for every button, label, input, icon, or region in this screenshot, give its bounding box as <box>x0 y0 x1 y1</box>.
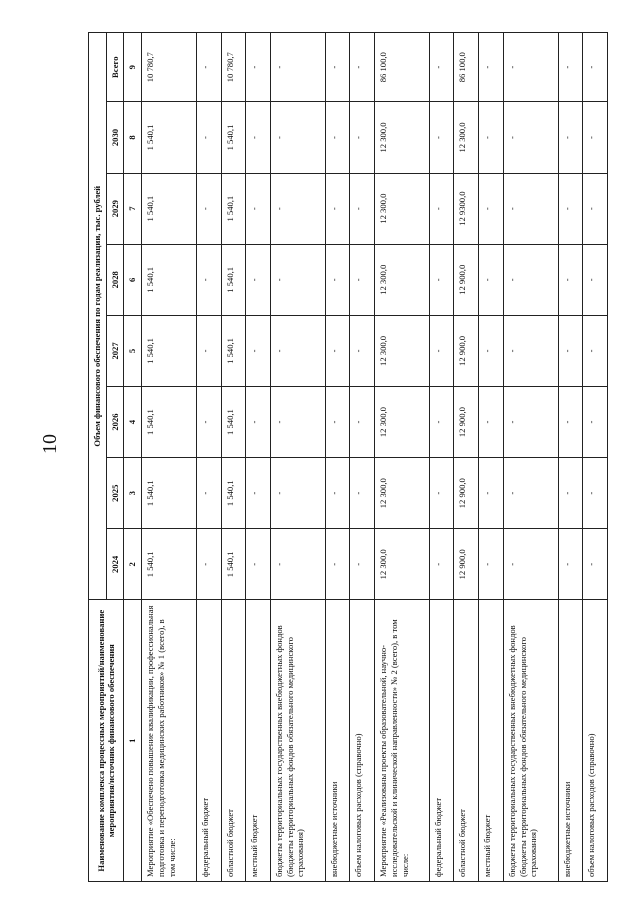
row-value-cell: - <box>429 173 454 244</box>
row-label: Мероприятие «Реализованы проекты образовательной, научно-исследовательской и клинической направленности» № 2 (всего), в том числе: <box>375 600 430 882</box>
row-value-cell: - <box>583 387 608 458</box>
row-value-cell: - <box>246 387 271 458</box>
row-value-cell: - <box>246 529 271 600</box>
row-value-cell: - <box>503 102 558 173</box>
row-value-cell: 10 780,7 <box>142 33 197 102</box>
row-value-cell: 1 540,1 <box>142 244 197 315</box>
table-row <box>454 33 479 882</box>
row-value-cell: - <box>325 102 350 173</box>
row-value-cell: - <box>325 387 350 458</box>
row-value-cell: - <box>479 387 504 458</box>
table-row <box>246 33 271 882</box>
row-value-cell: 12 900,0 <box>454 387 479 458</box>
row-label: областной бюджет <box>454 600 479 882</box>
row-value-cell: - <box>558 102 583 173</box>
header-year-cell: 2028 <box>106 244 124 315</box>
row-value-cell: - <box>583 458 608 529</box>
row-value-cell: - <box>429 387 454 458</box>
header-year-cell: 2027 <box>106 315 124 386</box>
header-column-number-cell: 2 <box>124 529 142 600</box>
header-column-number-cell: 1 <box>124 600 142 882</box>
row-value-cell: - <box>558 33 583 102</box>
table-body <box>142 33 608 882</box>
row-value-cell: - <box>196 387 221 458</box>
row-value-cell: - <box>479 173 504 244</box>
row-label: бюджеты территориальных государственных внебюджетных фондов (бюджеты территориальных фондов обязательного медицинского страхования) <box>503 600 558 882</box>
row-value-cell: - <box>246 33 271 102</box>
row-value-cell: - <box>271 244 326 315</box>
row-value-cell: - <box>196 529 221 600</box>
row-value-cell: - <box>558 529 583 600</box>
row-value-cell: 12 300,0 <box>375 387 430 458</box>
row-label: областной бюджет <box>221 600 246 882</box>
header-column-number-cell: 6 <box>124 244 142 315</box>
row-value-cell: 1 540,1 <box>142 387 197 458</box>
row-value-cell: - <box>503 33 558 102</box>
row-value-cell: 1 540,1 <box>142 173 197 244</box>
table-row <box>142 33 197 882</box>
header-column-number-cell: 5 <box>124 315 142 386</box>
row-value-cell: - <box>325 529 350 600</box>
row-value-cell: - <box>429 458 454 529</box>
row-value-cell: - <box>246 244 271 315</box>
row-value-cell: - <box>350 387 375 458</box>
row-value-cell: - <box>246 315 271 386</box>
row-value-cell: - <box>479 244 504 315</box>
row-value-cell: - <box>325 33 350 102</box>
row-value-cell: - <box>503 387 558 458</box>
row-value-cell: 1 540,1 <box>221 315 246 386</box>
row-value-cell: 86 100,0 <box>375 33 430 102</box>
row-value-cell: 12 300,0 <box>375 173 430 244</box>
row-value-cell: - <box>503 529 558 600</box>
row-value-cell: - <box>325 244 350 315</box>
table-row <box>350 33 375 882</box>
row-value-cell: - <box>325 458 350 529</box>
row-value-cell: 1 540,1 <box>221 387 246 458</box>
table-row <box>558 33 583 882</box>
row-value-cell: - <box>350 102 375 173</box>
row-value-cell: - <box>350 315 375 386</box>
row-value-cell: - <box>583 173 608 244</box>
row-value-cell: - <box>271 33 326 102</box>
row-value-cell: 12 300,0 <box>375 315 430 386</box>
rotated-table-frame <box>88 32 608 882</box>
row-value-cell: - <box>503 458 558 529</box>
row-value-cell: - <box>503 315 558 386</box>
header-column-number-cell: 8 <box>124 102 142 173</box>
row-value-cell: - <box>271 458 326 529</box>
row-value-cell: - <box>583 33 608 102</box>
row-value-cell: - <box>196 458 221 529</box>
table-row <box>221 33 246 882</box>
row-value-cell: - <box>271 387 326 458</box>
row-value-cell: - <box>196 315 221 386</box>
row-value-cell: 1 540,1 <box>221 529 246 600</box>
header-year-cell: 2030 <box>106 102 124 173</box>
row-label: внебюджетные источники <box>325 600 350 882</box>
row-label: местный бюджет <box>246 600 271 882</box>
row-value-cell: - <box>429 102 454 173</box>
row-value-cell: - <box>350 244 375 315</box>
table-row <box>375 33 430 882</box>
row-label: внебюджетные источники <box>558 600 583 882</box>
table-row <box>325 33 350 882</box>
row-value-cell: 1 540,1 <box>221 173 246 244</box>
row-value-cell: - <box>271 529 326 600</box>
table-row <box>271 33 326 882</box>
row-value-cell: - <box>196 102 221 173</box>
header-column-number-cell: 7 <box>124 173 142 244</box>
row-value-cell: - <box>429 529 454 600</box>
row-value-cell: 12 900,0 <box>454 458 479 529</box>
row-value-cell: - <box>325 315 350 386</box>
row-label: Мероприятие «Обеспечено повышение квалификации, профессиональная подготовка и переподготовка медицинских работников» № 1 (всего), в том числе: <box>142 600 197 882</box>
table-row <box>583 33 608 882</box>
row-value-cell: - <box>583 244 608 315</box>
row-value-cell: - <box>479 33 504 102</box>
table-row <box>479 33 504 882</box>
row-value-cell: - <box>558 387 583 458</box>
funding-table <box>88 32 608 882</box>
row-value-cell: 12 900,0 <box>454 244 479 315</box>
header-year-cell: Всего <box>106 33 124 102</box>
row-value-cell: - <box>558 244 583 315</box>
row-value-cell: - <box>246 458 271 529</box>
row-value-cell: - <box>429 244 454 315</box>
header-column-number-cell: 3 <box>124 458 142 529</box>
row-value-cell: 1 540,1 <box>221 102 246 173</box>
row-label: федеральный бюджет <box>429 600 454 882</box>
table-row <box>429 33 454 882</box>
row-value-cell: - <box>558 458 583 529</box>
row-value-cell: - <box>429 33 454 102</box>
row-value-cell: 12 300,0 <box>375 244 430 315</box>
row-value-cell: 1 540,1 <box>142 102 197 173</box>
row-value-cell: 12 900,0 <box>454 529 479 600</box>
row-value-cell: 12 300,0 <box>375 458 430 529</box>
row-value-cell: - <box>479 458 504 529</box>
row-value-cell: 12 900,0 <box>454 315 479 386</box>
row-value-cell: - <box>246 102 271 173</box>
row-value-cell: - <box>246 173 271 244</box>
row-value-cell: - <box>558 173 583 244</box>
row-value-cell: - <box>350 529 375 600</box>
page-number: 10 <box>39 434 61 454</box>
row-value-cell: - <box>350 458 375 529</box>
row-value-cell: - <box>271 173 326 244</box>
row-label: федеральный бюджет <box>196 600 221 882</box>
row-value-cell: - <box>503 173 558 244</box>
row-value-cell: - <box>558 315 583 386</box>
row-value-cell: - <box>350 33 375 102</box>
row-value-cell: 12 9300,0 <box>454 173 479 244</box>
header-year-cell: 2026 <box>106 387 124 458</box>
row-value-cell: - <box>583 315 608 386</box>
row-value-cell: - <box>583 529 608 600</box>
row-label: местный бюджет <box>479 600 504 882</box>
row-value-cell: 86 100,0 <box>454 33 479 102</box>
header-column-number-cell: 9 <box>124 33 142 102</box>
row-value-cell: 1 540,1 <box>221 458 246 529</box>
row-value-cell: - <box>196 173 221 244</box>
row-value-cell: - <box>271 315 326 386</box>
row-value-cell: - <box>503 244 558 315</box>
row-label: объем налоговых расходов (справочно) <box>350 600 375 882</box>
header-column-numbers-row <box>124 33 142 882</box>
row-value-cell: 1 540,1 <box>142 529 197 600</box>
header-name-column: Наименование комплекса процессных мероприятий/наименование мероприятия/источник финансового обеспечения <box>89 600 124 882</box>
row-label: объем налоговых расходов (справочно) <box>583 600 608 882</box>
row-value-cell: - <box>325 173 350 244</box>
row-value-cell: 12 300,0 <box>454 102 479 173</box>
row-value-cell: 1 540,1 <box>142 458 197 529</box>
row-value-cell: 10 780,7 <box>221 33 246 102</box>
header-year-cell: 2029 <box>106 173 124 244</box>
row-value-cell: 12 300,0 <box>375 102 430 173</box>
row-value-cell: - <box>196 33 221 102</box>
table-row <box>196 33 221 882</box>
header-year-cell: 2024 <box>106 529 124 600</box>
row-value-cell: 1 540,1 <box>142 315 197 386</box>
header-year-cell: 2025 <box>106 458 124 529</box>
row-value-cell: - <box>479 102 504 173</box>
row-label: бюджеты территориальных государственных внебюджетных фондов (бюджеты территориальных фондов обязательного медицинского страхования) <box>271 600 326 882</box>
row-value-cell: - <box>429 315 454 386</box>
row-value-cell: 1 540,1 <box>221 244 246 315</box>
row-value-cell: 12 300,0 <box>375 529 430 600</box>
row-value-cell: - <box>479 529 504 600</box>
row-value-cell: - <box>271 102 326 173</box>
row-value-cell: - <box>479 315 504 386</box>
header-column-number-cell: 4 <box>124 387 142 458</box>
row-value-cell: - <box>583 102 608 173</box>
table-row <box>503 33 558 882</box>
header-funding-group: Объем финансового обеспечения по годам реализации, тыс. рублей <box>89 33 107 600</box>
row-value-cell: - <box>350 173 375 244</box>
row-value-cell: - <box>196 244 221 315</box>
